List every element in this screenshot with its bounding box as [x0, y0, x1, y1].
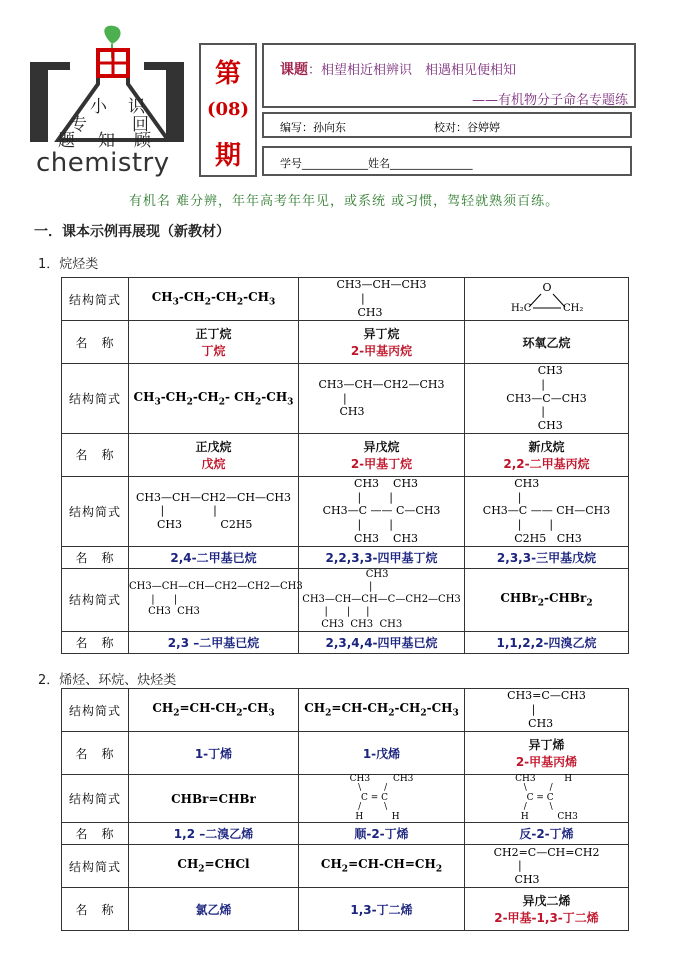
logo-char: 专	[70, 115, 87, 135]
issue-prefix: 第	[214, 59, 241, 89]
systematic-name: 戊烷	[201, 456, 226, 471]
structure-cell: $CH_2=CH-CH_2-CH_2-CH_3$	[299, 689, 465, 732]
structure-cell: $CH_3-CH_2-CH_2-CH_3$	[129, 278, 299, 321]
name-cell: 2,3,3-三甲基戊烷	[465, 546, 629, 568]
logo-char: 知	[98, 131, 115, 151]
table-row	[62, 433, 629, 476]
common-name: 异丁烯	[528, 738, 565, 752]
common-name: 正丁烷	[195, 327, 232, 341]
logo-char: 题	[58, 131, 75, 151]
logo	[28, 22, 186, 182]
name-cell: 顺-2-丁烯	[299, 823, 465, 845]
topic-text: ：相望相近相辨识 相遇相见便相知	[308, 63, 517, 78]
row-label: 名 称	[62, 888, 129, 931]
structure-formula: CH3—CH—CH2—CH3 | CH3	[318, 377, 445, 419]
structure-cell	[129, 476, 299, 546]
common-name: 新戊烷	[528, 439, 565, 454]
structure-cell	[129, 568, 303, 632]
name-cell: 1,3-丁二烯	[299, 888, 465, 931]
structure-formula: CH3=C—CH3 | CH3	[507, 689, 586, 730]
row-label: 结构简式	[62, 568, 129, 632]
structure-cell	[465, 364, 629, 434]
section-heading: 一．课本示例再展现（新教材）	[34, 224, 230, 240]
topic-subtitle: ——有机物分子命名专题练	[471, 93, 628, 108]
svg-text:O: O	[541, 280, 552, 294]
issue-box	[199, 43, 257, 177]
structure-cell	[465, 775, 629, 823]
structure-formula: CH3 | CH3—C—CH3 | CH3	[506, 364, 587, 432]
structure-cell	[465, 476, 629, 546]
name-cell	[465, 321, 629, 364]
structure-cell	[465, 278, 629, 321]
common-name: 异丁烷	[363, 327, 400, 341]
structure-cell: $CH_2=CH-CH_2-CH_3$	[129, 689, 299, 732]
name-cell	[465, 732, 629, 775]
structure-cell	[465, 845, 629, 888]
structure-formula: CH3 | CH3—C —— CH—CH3 | | C2H5 CH3	[482, 476, 611, 545]
row-label: 结构简式	[62, 476, 129, 546]
structure-cell	[299, 364, 465, 434]
name-cell: 1-丁烯	[129, 732, 299, 775]
name-cell: 氯乙烯	[129, 888, 299, 931]
motto: 有机名 难分辨，年年高考年年见，或系统 或习惯，驾轻就熟须百练。	[128, 194, 560, 209]
topic-line	[280, 59, 516, 79]
table-row	[62, 888, 629, 931]
issue-number: (08)	[206, 99, 250, 120]
name-cell: 2,4-二甲基已烷	[129, 546, 299, 568]
student-id-field[interactable]: 学号____________姓名_______________	[280, 157, 473, 170]
row-label: 结构简式	[62, 689, 129, 732]
table-row	[62, 823, 629, 845]
table-row	[62, 689, 629, 732]
reviewer: 校对：谷婷婷	[434, 121, 500, 134]
name-cell	[299, 321, 465, 364]
systematic-name: 2-甲基丁烷	[350, 456, 413, 471]
row-label: 结构简式	[62, 845, 129, 888]
logo-char: 小	[90, 97, 107, 117]
name-cell: 2,3,4,4-四甲基已烷	[299, 632, 465, 654]
systematic-name: 丁烷	[201, 344, 226, 358]
structure-cell	[299, 476, 465, 546]
common-name: 异戊二烯	[522, 894, 571, 909]
issue-suffix: 期	[214, 141, 241, 171]
name-cell: 2,3 –二甲基已烷	[129, 632, 299, 654]
table-row	[62, 546, 629, 568]
row-label: 名 称	[62, 823, 129, 845]
svg-text:CH₂: CH₂	[562, 302, 583, 314]
structure-cell	[299, 568, 465, 632]
structure-formula: CH3—CH—CH2—CH—CH3 | | CH3 C2H5	[135, 490, 292, 531]
structure-cell	[465, 689, 629, 732]
structure-cell: $CH_2=CH-CH=CH_2$	[299, 845, 465, 888]
svg-text:H₂C: H₂C	[510, 302, 531, 314]
structure-formula: CH3—CH—CH3 | CH3	[336, 278, 427, 319]
row-label: 名 称	[62, 321, 129, 364]
common-name: 异戊烷	[363, 439, 400, 454]
name-cell	[129, 433, 299, 476]
subsection-heading-alkenes: 2．烯烃、环烷、炔烃类	[38, 673, 177, 688]
structure-cell: $CH_3-CH_2-CH_2-$ $CH_2-CH_3$	[129, 364, 299, 434]
logo-char: 识	[128, 97, 145, 117]
student-id-box	[262, 146, 632, 176]
logo-wordmark: chemistry	[36, 148, 170, 178]
row-label: 结构简式	[62, 278, 129, 321]
row-label: 结构简式	[62, 775, 129, 823]
author: 编写：孙向东	[280, 121, 346, 134]
logo-char: 顾	[134, 131, 151, 151]
row-label: 名 称	[62, 732, 129, 775]
author-box	[262, 112, 632, 138]
systematic-name: 2-甲基丙烷	[350, 344, 413, 358]
table-row	[62, 632, 629, 654]
name-cell: 1,1,2,2-四溴乙烷	[465, 632, 629, 654]
systematic-name: 2-甲基-1,3-丁二烯	[494, 911, 599, 926]
row-label: 名 称	[62, 546, 129, 568]
structure-formula: CH3—CH—CH—CH2—CH2—CH3 | | CH3 CH3	[129, 581, 303, 617]
structure-formula: CH3 | CH3—CH—CH—C—CH2—CH3 | | | CH3 CH3 CH3	[302, 568, 461, 630]
name-cell: 1,2 –二溴乙烯	[129, 823, 299, 845]
topic-box	[262, 43, 636, 108]
name-cell: 反-2-丁烯	[465, 823, 629, 845]
table-row	[62, 321, 629, 364]
structure-cell: CHBr=CHBr	[129, 775, 299, 823]
name-cell: 1-戊烯	[299, 732, 465, 775]
table-row	[62, 775, 629, 823]
structure-cell	[299, 278, 465, 321]
row-label: 名 称	[62, 632, 129, 654]
structure-formula: CH3 CH3 | | CH3—C —— C—CH3 | | CH3 CH3	[322, 476, 441, 545]
topic-label: 课题	[280, 62, 308, 78]
name-cell: 2,2,3,3-四甲基丁烷	[299, 546, 465, 568]
common-name: 环氧乙烷	[522, 335, 571, 350]
structure-formula: CH3 H \ / C = C / \ H CH3	[515, 774, 578, 822]
table-row	[62, 364, 629, 434]
structure-formula: CH2=C—CH=CH2 | CH3	[493, 845, 600, 887]
name-cell	[465, 888, 629, 931]
name-cell	[129, 321, 299, 364]
table-row	[62, 278, 629, 321]
table-row	[62, 732, 629, 775]
table-row	[62, 476, 629, 546]
structure-cell: CHBr$_2$-CHBr$_2$	[465, 568, 629, 632]
structure-cell: $CH_2=CHCl$	[129, 845, 299, 888]
row-label: 结构简式	[62, 364, 129, 434]
name-cell	[465, 433, 629, 476]
table-row	[62, 845, 629, 888]
systematic-name: 2-甲基丙烯	[515, 755, 578, 769]
systematic-name: 2,2-二甲基丙烷	[503, 456, 590, 471]
common-name: 正戊烷	[195, 439, 232, 454]
name-cell	[299, 433, 465, 476]
alkene-table	[61, 688, 629, 931]
table-row	[62, 568, 629, 632]
alkane-table	[61, 277, 629, 654]
structure-formula: CH3 CH3 \ / C = C / \ H H	[349, 774, 414, 822]
row-label: 名 称	[62, 433, 129, 476]
structure-cell	[299, 775, 465, 823]
logo-char: 回	[132, 115, 149, 135]
subsection-heading-alkanes: 1．烷烃类	[38, 257, 99, 272]
epoxide-ring-icon	[507, 281, 587, 315]
